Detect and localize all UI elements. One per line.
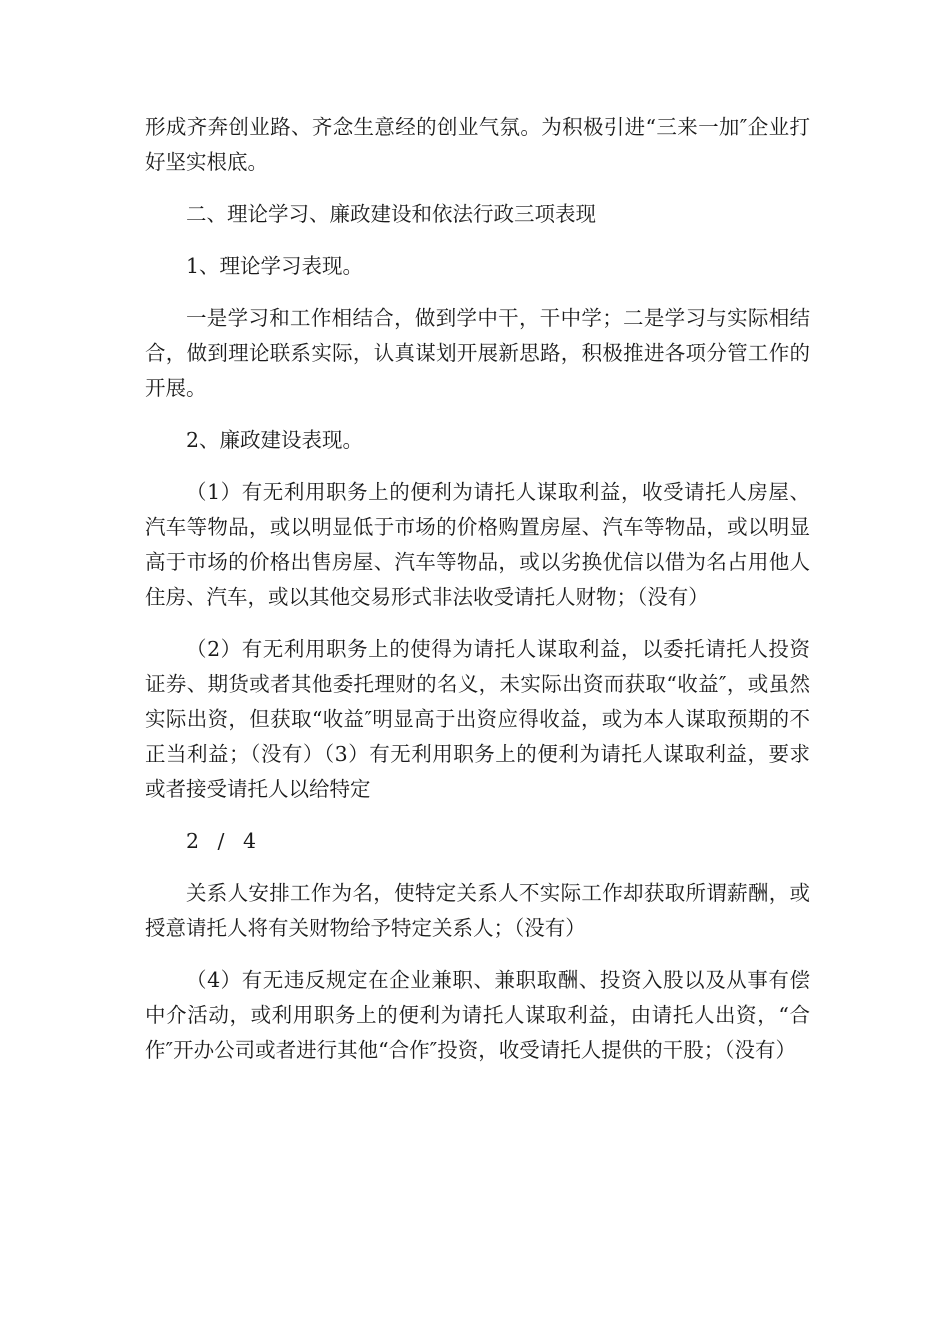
document-body (145, 110, 810, 1085)
paragraph-item-2-3: （2）有无利用职务上的使得为请托人谋取利益，以委托请托人投资证券、期货或者其他委托理财的名义，未实际出资而获取“收益″，或虽然实际出资，但获取“收益″明显高于出资应得收益，或为本人谋取预期的不正当利益；（没有）（3）有无利用职务上的便利为请托人谋取利益，要求或者接受请托人以给特定 (145, 637, 810, 801)
section-heading-two: 二、理论学习、廉政建设和依法行政三项表现 (186, 202, 596, 226)
subheading-integrity-building: 2、廉政建设表现。 (186, 428, 364, 452)
subheading-theory-study: 1、理论学习表现。 (186, 254, 364, 278)
paragraph-item-3-continued: 关系人安排工作为名，使特定关系人不实际工作却获取所谓薪酬，或授意请托人将有关财物给予特定关系人；（没有） (145, 881, 810, 940)
paragraph-item-4: （4）有无违反规定在企业兼职、兼职取酬、投资入股以及从事有偿中介活动，或利用职务上的便利为请托人谋取利益，由请托人出资，“合作″开办公司或者进行其他“合作″投资，收受请托人提供的干股；（没有） (145, 968, 810, 1062)
paragraph-intro-continuation: 形成齐奔创业路、齐念生意经的创业气氛。为积极引进“三来一加″企业打好坚实根底。 (145, 115, 810, 174)
paragraph-item-1: （1）有无利用职务上的便利为请托人谋取利益，收受请托人房屋、汽车等物品，或以明显低于市场的价格购置房屋、汽车等物品，或以明显高于市场的价格出售房屋、汽车等物品，或以劣换优信以借为名占用他人住房、汽车，或以其他交易形式非法收受请托人财物；（没有） (145, 480, 810, 609)
paragraph-theory-study: 一是学习和工作相结合，做到学中干，干中学；二是学习与实际相结合，做到理论联系实际，认真谋划开展新思路，积极推进各项分管工作的开展。 (145, 306, 810, 400)
page-number: 2 / 4 (186, 829, 263, 853)
